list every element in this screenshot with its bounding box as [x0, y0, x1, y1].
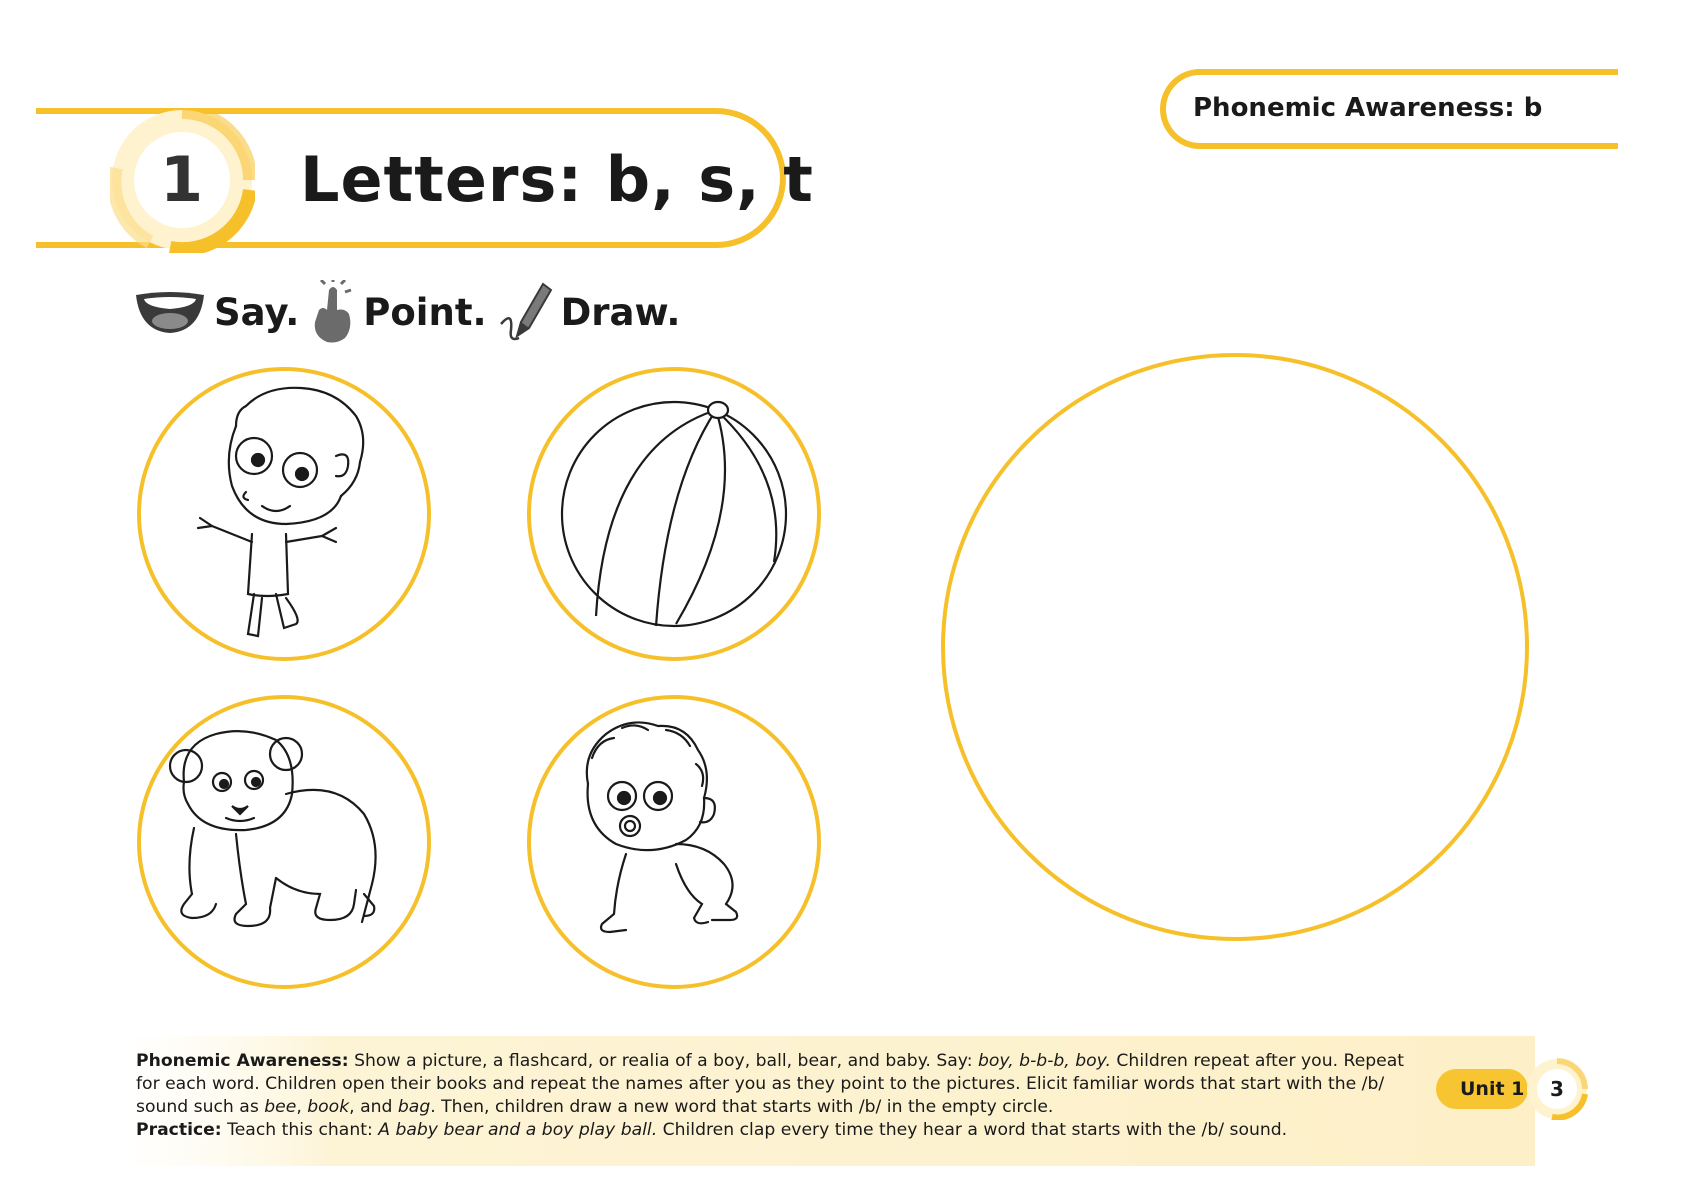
point-label: Point.: [363, 290, 487, 334]
section-tag: Phonemic Awareness: b: [1193, 93, 1543, 123]
teacher-note: [136, 1050, 1416, 1142]
lesson-number: 1: [160, 143, 204, 216]
note-label-practice: Practice:: [136, 1120, 222, 1140]
teacher-note-paragraph-1: [136, 1050, 1416, 1119]
bear-picture: [136, 694, 432, 990]
baby-picture: [526, 694, 822, 990]
note-text: Show a picture, a flashcard, or realia of a boy, ball, bear, and baby. Say:: [348, 1051, 978, 1071]
note-label-phonemic: Phonemic Awareness:: [136, 1051, 349, 1071]
mouth-icon: [134, 289, 206, 335]
draw-label: Draw.: [560, 290, 681, 334]
note-text: , and: [349, 1097, 398, 1117]
note-text: ,: [296, 1097, 308, 1117]
drawing-circle[interactable]: [940, 352, 1530, 942]
instructions: [134, 282, 690, 342]
ball-picture: [526, 366, 822, 662]
note-italic: A baby bear and a boy play ball.: [378, 1120, 658, 1140]
crayon-icon: [497, 280, 553, 344]
note-text: Children clap every time they hear a word that starts with the /b/ sound.: [657, 1120, 1288, 1140]
note-text: Children repeat after you. Repeat for each word. Children open their books and repeat the names after you as they point to the pictures. Elicit familiar words that start with the /b/ sound such as: [136, 1051, 1405, 1117]
note-italic: book: [307, 1097, 350, 1117]
boy-picture: [136, 366, 432, 662]
page-number: 3: [1550, 1077, 1564, 1101]
note-text: Teach this chant:: [221, 1120, 379, 1140]
note-italic: bag: [397, 1097, 431, 1117]
note-text: . Then, children draw a new word that starts with /b/ in the empty circle.: [430, 1097, 1054, 1117]
note-italic: boy, b-b-b, boy.: [977, 1051, 1111, 1071]
teacher-note-paragraph-2: [136, 1119, 1416, 1142]
pointing-hand-icon: [309, 280, 355, 344]
say-label: Say.: [214, 290, 300, 334]
unit-label: Unit 1: [1436, 1069, 1528, 1109]
page-title: Letters: b, s, t: [300, 143, 814, 216]
note-italic: bee: [264, 1097, 297, 1117]
